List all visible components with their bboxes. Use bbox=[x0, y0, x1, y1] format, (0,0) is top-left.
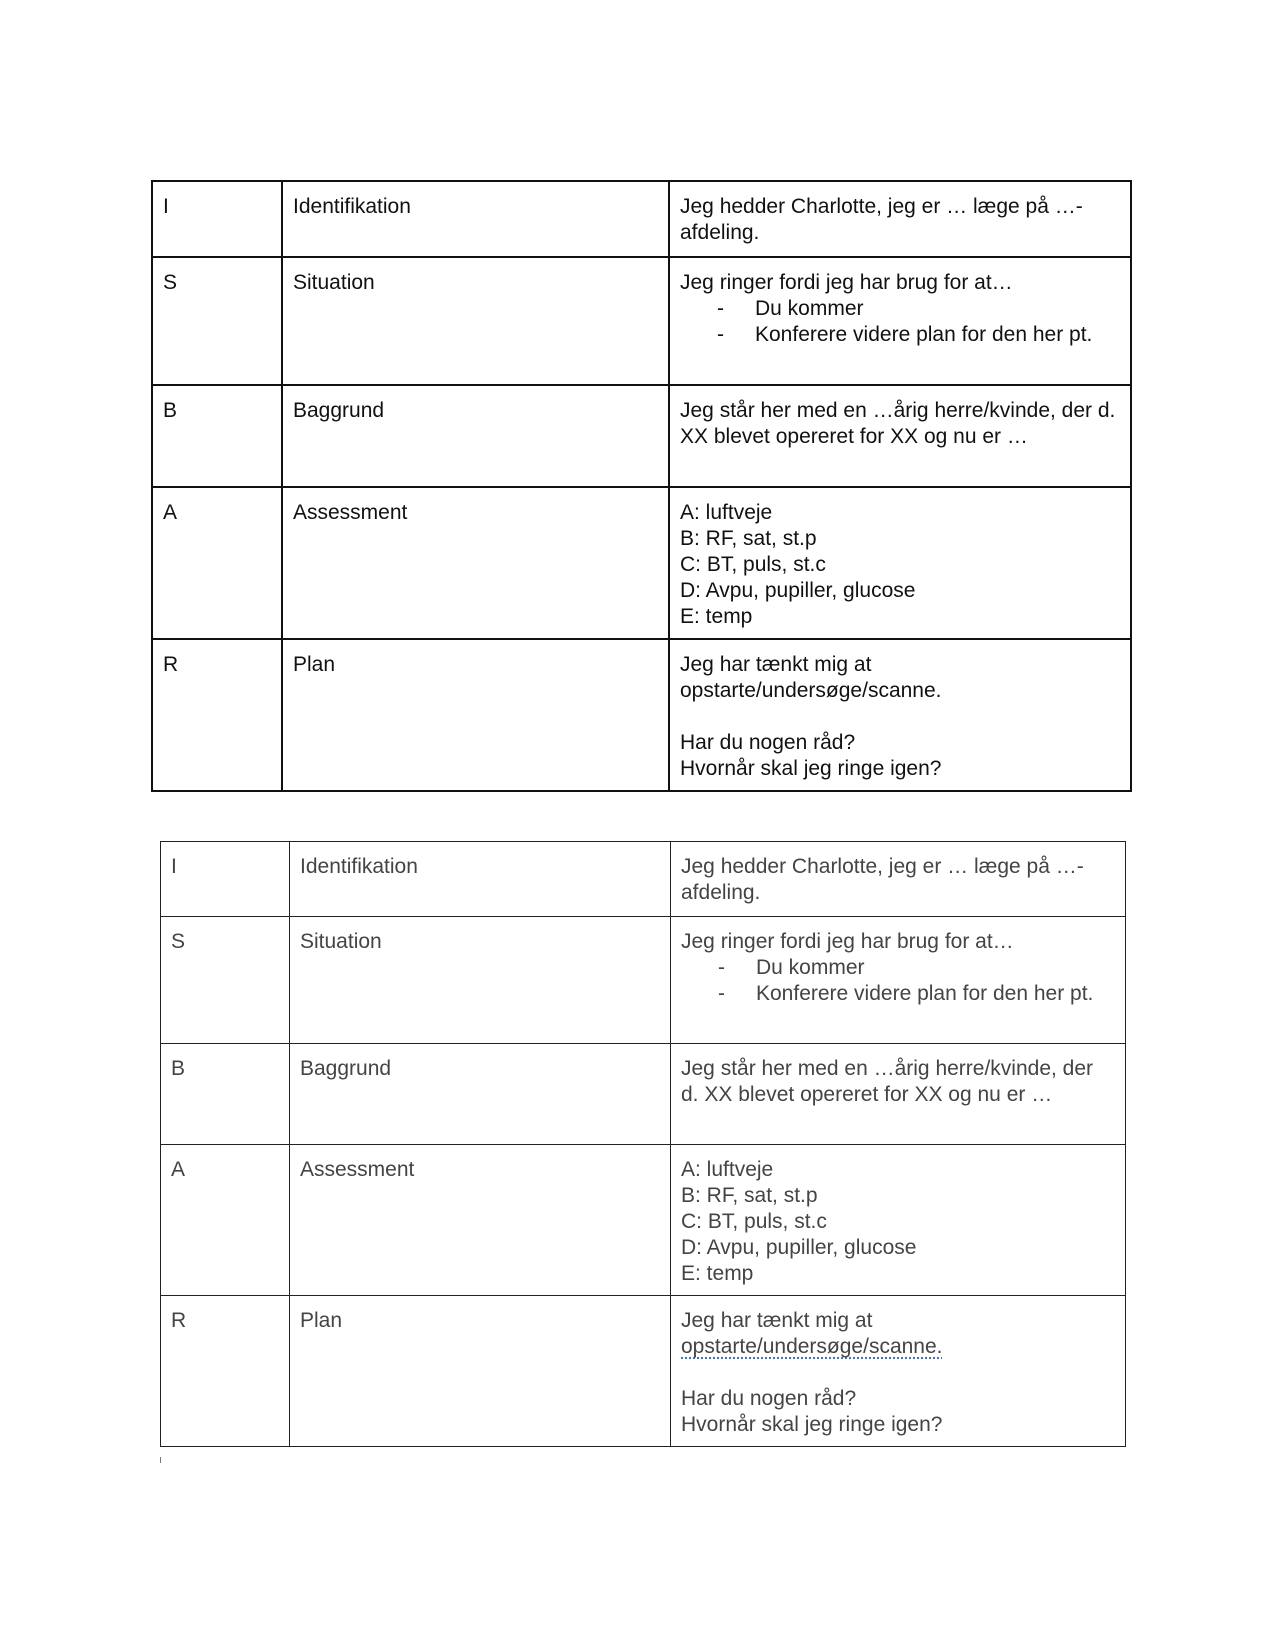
row-letter: R bbox=[152, 639, 282, 791]
row-letter: S bbox=[152, 257, 282, 385]
table-row-situation bbox=[161, 917, 1126, 1044]
situation-bullets bbox=[680, 296, 1120, 348]
scan-artifact bbox=[160, 1457, 161, 1463]
row-letter: I bbox=[152, 181, 282, 257]
table-row-identification bbox=[152, 181, 1131, 257]
row-letter: S bbox=[161, 917, 290, 1044]
row-content bbox=[671, 917, 1126, 1044]
row-content bbox=[671, 1296, 1126, 1447]
row-content bbox=[671, 1145, 1126, 1296]
plan-line: opstarte/undersøge/scanne. bbox=[681, 1335, 943, 1358]
isbar-table-original bbox=[151, 180, 1132, 792]
table-row-background bbox=[161, 1044, 1126, 1145]
bullet-dash: - bbox=[717, 297, 724, 320]
plan-line: Jeg har tænkt mig at bbox=[680, 653, 872, 676]
row-letter: I bbox=[161, 842, 290, 917]
table-row-plan bbox=[152, 639, 1131, 791]
assessment-line: C: BT, puls, st.c bbox=[681, 1210, 827, 1233]
situation-intro: Jeg ringer fordi jeg har brug for at… bbox=[680, 271, 1013, 294]
assessment-line: D: Avpu, pupiller, glucose bbox=[681, 1236, 917, 1259]
assessment-line: A: luftveje bbox=[681, 1158, 774, 1181]
row-label: Baggrund bbox=[282, 385, 669, 487]
row-label: Situation bbox=[282, 257, 669, 385]
plan-line: Hvornår skal jeg ringe igen? bbox=[681, 1413, 943, 1436]
row-content bbox=[669, 487, 1131, 639]
assessment-line: C: BT, puls, st.c bbox=[680, 553, 826, 576]
assessment-line: B: RF, sat, st.p bbox=[680, 527, 817, 550]
row-label: Baggrund bbox=[290, 1044, 671, 1145]
table-row-assessment bbox=[152, 487, 1131, 639]
bullet-dash: - bbox=[718, 982, 725, 1005]
row-letter: B bbox=[152, 385, 282, 487]
isbar-table-copy bbox=[160, 841, 1126, 1447]
row-content bbox=[669, 639, 1131, 791]
row-label: Assessment bbox=[282, 487, 669, 639]
row-letter: A bbox=[152, 487, 282, 639]
list-item: - Konferere videre plan for den her pt. bbox=[718, 982, 1094, 1005]
list-item: - Du kommer bbox=[717, 297, 864, 320]
assessment-line: D: Avpu, pupiller, glucose bbox=[680, 579, 916, 602]
row-letter: B bbox=[161, 1044, 290, 1145]
row-label: Assessment bbox=[290, 1145, 671, 1296]
situation-intro: Jeg ringer fordi jeg har brug for at… bbox=[681, 930, 1014, 953]
row-letter: A bbox=[161, 1145, 290, 1296]
row-letter: R bbox=[161, 1296, 290, 1447]
plan-line: opstarte/undersøge/scanne. bbox=[680, 679, 942, 702]
plan-line: Har du nogen råd? bbox=[681, 1387, 857, 1410]
plan-line: Hvornår skal jeg ringe igen? bbox=[680, 757, 942, 780]
plan-line: Har du nogen råd? bbox=[680, 731, 856, 754]
assessment-line: A: luftveje bbox=[680, 501, 773, 524]
row-label: Plan bbox=[290, 1296, 671, 1447]
row-label: Identifikation bbox=[282, 181, 669, 257]
table-row-assessment bbox=[161, 1145, 1126, 1296]
table-row-background bbox=[152, 385, 1131, 487]
row-content: Jeg hedder Charlotte, jeg er … læge på …-afdeling. bbox=[669, 181, 1131, 257]
assessment-line: B: RF, sat, st.p bbox=[681, 1184, 818, 1207]
row-label: Situation bbox=[290, 917, 671, 1044]
assessment-line: E: temp bbox=[680, 605, 753, 628]
situation-bullets bbox=[681, 955, 1115, 1007]
list-item: - Du kommer bbox=[718, 956, 865, 979]
row-content: Jeg står her med en …årig herre/kvinde, der d. XX blevet opereret for XX og nu er … bbox=[671, 1044, 1126, 1145]
row-content bbox=[669, 257, 1131, 385]
bullet-dash: - bbox=[718, 956, 725, 979]
table-row-situation bbox=[152, 257, 1131, 385]
assessment-line: E: temp bbox=[681, 1262, 754, 1285]
row-content: Jeg står her med en …årig herre/kvinde, der d. XX blevet opereret for XX og nu er … bbox=[669, 385, 1131, 487]
plan-line: Jeg har tænkt mig at bbox=[681, 1309, 873, 1332]
bullet-dash: - bbox=[717, 323, 724, 346]
table-row-plan bbox=[161, 1296, 1126, 1447]
row-label: Plan bbox=[282, 639, 669, 791]
list-item: - Konferere videre plan for den her pt. bbox=[717, 323, 1093, 346]
row-content: Jeg hedder Charlotte, jeg er … læge på …-afdeling. bbox=[671, 842, 1126, 917]
table-row-identification bbox=[161, 842, 1126, 917]
row-label: Identifikation bbox=[290, 842, 671, 917]
